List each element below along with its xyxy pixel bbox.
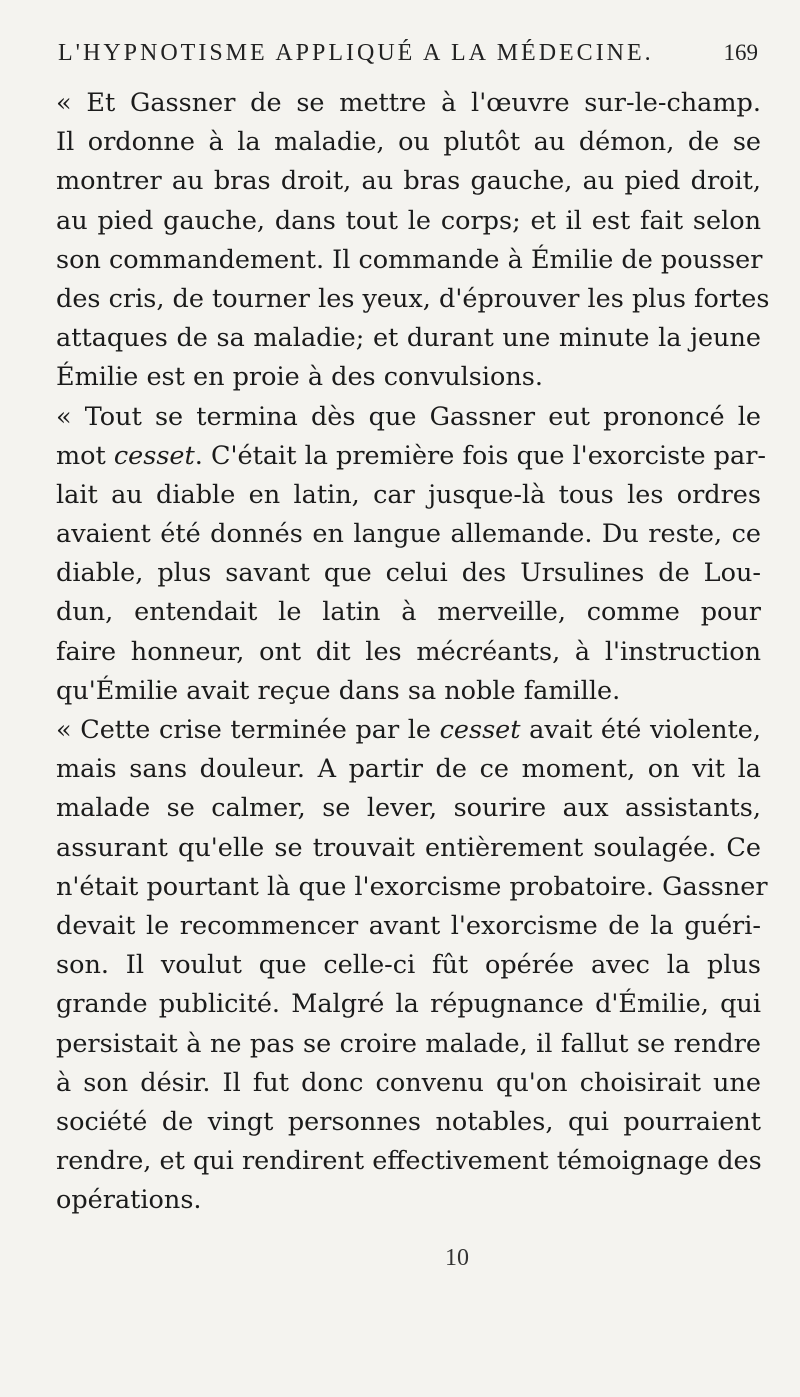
body-text: [56, 84, 770, 1220]
text-run: « Cette crise terminée par le: [56, 715, 440, 745]
italic-word: cesset: [113, 440, 195, 471]
text-line: mais sans douleur. A partir de ce moment, on vit la: [56, 754, 761, 785]
text-run: . C'était la première fois que l'exorciste par-: [194, 440, 767, 471]
text-line: attaques de sa maladie; et durant une minute la jeune: [56, 323, 761, 354]
page-number: 169: [723, 40, 758, 65]
text-line: des cris, de tourner les yeux, d'éprouver les plus fortes: [56, 283, 770, 314]
running-header: [58, 40, 758, 67]
text-line: à son désir. Il fut donc convenu qu'on choisirait une: [56, 1067, 761, 1098]
text-line: avaient été donnés en langue allemande. Du reste, ce: [56, 519, 761, 550]
text-line: dun, entendait le latin à merveille, comme pour: [56, 597, 761, 628]
text-line: diable, plus savant que celui des Ursulines de Lou-: [56, 558, 761, 589]
text-line: devait le recommencer avant l'exorcisme de la guéri-: [56, 910, 761, 941]
text-line: Il ordonne à la maladie, ou plutôt au démon, de se: [56, 127, 761, 158]
text-line: Émilie est en proie à des convulsions.: [56, 362, 543, 393]
text-run: avait été violente,: [520, 715, 761, 745]
text-line: malade se calmer, se lever, sourire aux assistants,: [56, 793, 761, 824]
text-line: persistait à ne pas se croire malade, il fallut se rendre: [56, 1028, 761, 1059]
text-line: « Et Gassner de se mettre à l'œuvre sur-le-champ.: [56, 88, 761, 118]
text-line: rendre, et qui rendirent effectivement témoignage des: [56, 1146, 762, 1177]
text-line-with-italic: [56, 437, 767, 476]
text-line-with-italic: [56, 711, 761, 750]
text-line: lait au diable en latin, car jusque-là tous les ordres: [56, 479, 761, 510]
text-run: mot: [56, 440, 114, 471]
italic-word: cesset: [439, 715, 521, 745]
text-line: « Tout se termina dès que Gassner eut prononcé le: [56, 401, 761, 432]
signature-mark: 10: [445, 1245, 469, 1271]
text-line: opérations.: [56, 1185, 202, 1216]
text-line: faire honneur, ont dit les mécréants, à l'instruction: [56, 636, 761, 667]
text-line: grande publicité. Malgré la répugnance d'Émilie, qui: [56, 989, 761, 1020]
text-line: qu'Émilie avait reçue dans sa noble famille.: [56, 675, 621, 706]
text-line: société de vingt personnes notables, qui pourraient: [56, 1106, 761, 1137]
text-line: assurant qu'elle se trouvait entièrement soulagée. Ce: [56, 832, 761, 863]
running-title: L'HYPNOTISME APPLIQUÉ A LA MÉDECINE.: [58, 40, 654, 66]
text-line: son commandement. Il commande à Émilie de pousser: [56, 244, 763, 275]
text-line: montrer au bras droit, au bras gauche, au pied droit,: [56, 166, 761, 197]
text-line: au pied gauche, dans tout le corps; et il est fait selon: [56, 205, 761, 236]
text-line: n'était pourtant là que l'exorcisme probatoire. Gassner: [56, 871, 768, 902]
text-line: son. Il voulut que celle-ci fût opérée avec la plus: [56, 950, 761, 981]
